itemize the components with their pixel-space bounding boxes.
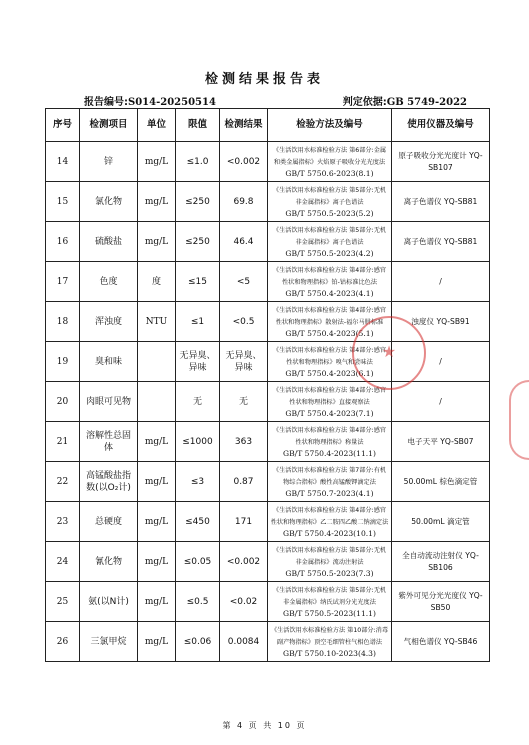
cell-no: 20: [46, 382, 80, 422]
cell-result: <0.02: [220, 582, 268, 622]
cell-unit: mg/L: [138, 542, 176, 582]
method-name: 《生活饮用水标准检验方法 第5部分:无机非金属指标》离子色谱法: [272, 226, 387, 246]
cell-result: 69.8: [220, 182, 268, 222]
cell-no: 14: [46, 142, 80, 182]
cell-instrument: /: [392, 262, 490, 302]
cell-instrument: 全自动流动注射仪 YQ-SB106: [392, 542, 490, 582]
cell-unit: mg/L: [138, 502, 176, 542]
cell-item: 氯化物: [80, 182, 138, 222]
method-name: 《生活饮用水标准检验方法 第7部分:有机物综合指标》酸性高锰酸钾滴定法: [272, 466, 387, 486]
cell-instrument: 气相色谱仪 YQ-SB46: [392, 622, 490, 662]
cell-no: 18: [46, 302, 80, 342]
report-number: [84, 93, 216, 108]
cell-unit: mg/L: [138, 222, 176, 262]
cell-method: [268, 422, 392, 462]
report-number-value: S014-20250514: [128, 97, 216, 108]
cell-result: 0.87: [220, 462, 268, 502]
table-row: [46, 142, 490, 182]
cell-instrument: 原子吸收分光光度计 YQ-SB107: [392, 142, 490, 182]
cell-item: 总硬度: [80, 502, 138, 542]
table-row: [46, 582, 490, 622]
cell-limit: 无: [176, 382, 220, 422]
cell-unit: mg/L: [138, 182, 176, 222]
cell-no: 21: [46, 422, 80, 462]
method-standard: GB/T 5750.5-2023(4.2): [285, 248, 374, 258]
method-name: 《生活饮用水标准检验方法 第10部分:消毒副产物指标》顶空毛细管柱气相色谱法: [270, 626, 389, 646]
cell-item: 溶解性总固体: [80, 422, 138, 462]
cell-result: 46.4: [220, 222, 268, 262]
header-result: 检测结果: [220, 109, 268, 142]
cell-item: 浑浊度: [80, 302, 138, 342]
cell-item: 锌: [80, 142, 138, 182]
cell-unit: 度: [138, 262, 176, 302]
cell-result: 171: [220, 502, 268, 542]
cell-unit: mg/L: [138, 462, 176, 502]
cell-unit: [138, 342, 176, 382]
cell-method: [268, 462, 392, 502]
cell-item: 氨(以N计): [80, 582, 138, 622]
cell-no: 23: [46, 502, 80, 542]
cell-item: 氰化物: [80, 542, 138, 582]
cell-instrument: 50.00mL 棕色滴定管: [392, 462, 490, 502]
cell-no: 25: [46, 582, 80, 622]
table-row: [46, 222, 490, 262]
seal-star-icon: ★: [381, 342, 397, 361]
judgement-basis-value: GB 5749-2022: [386, 97, 467, 108]
cell-instrument: 电子天平 YQ-SB07: [392, 422, 490, 462]
table-row: [46, 542, 490, 582]
cell-limit: ≤0.5: [176, 582, 220, 622]
cell-instrument: 离子色谱仪 YQ-SB81: [392, 222, 490, 262]
cell-instrument: 50.00mL 滴定管: [392, 502, 490, 542]
cell-limit: ≤1: [176, 302, 220, 342]
cell-method: [268, 142, 392, 182]
cell-instrument: 离子色谱仪 YQ-SB81: [392, 182, 490, 222]
method-name: 《生活饮用水标准检验方法 第4部分:感官性状和物理指标》铂-钴标准比色法: [272, 266, 387, 286]
cell-limit: ≤15: [176, 262, 220, 302]
cell-item: 高锰酸盐指数(以O₂计): [80, 462, 138, 502]
cell-no: 26: [46, 622, 80, 662]
cell-result: <0.5: [220, 302, 268, 342]
cell-instrument: /: [392, 342, 490, 382]
results-table: [45, 108, 490, 662]
table-row: [46, 382, 490, 422]
cell-unit: mg/L: [138, 622, 176, 662]
table-row: [46, 342, 490, 382]
method-standard: GB/T 5750.10-2023(4.3): [283, 648, 376, 658]
table-body: [46, 142, 490, 662]
cell-method: [268, 382, 392, 422]
cell-item: 肉眼可见物: [80, 382, 138, 422]
header-no: 序号: [46, 109, 80, 142]
seam-seal: [509, 380, 529, 460]
page-number: 第 4 页 共 10 页: [222, 721, 307, 730]
table-row: [46, 262, 490, 302]
cell-no: 24: [46, 542, 80, 582]
judgement-basis-label: 判定依据:: [342, 97, 387, 108]
cell-method: [268, 542, 392, 582]
method-name: 《生活饮用水标准检验方法 第5部分:无机非金属指标》流动注射法: [272, 546, 387, 566]
cell-result: 363: [220, 422, 268, 462]
cell-limit: ≤1000: [176, 422, 220, 462]
method-name: 《生活饮用水标准检验方法 第5部分:无机非金属指标》纳氏试剂分光光度法: [272, 586, 387, 606]
cell-method: [268, 342, 392, 382]
cell-instrument: 紫外可见分光光度仪 YQ-SB50: [392, 582, 490, 622]
table-row: [46, 302, 490, 342]
cell-limit: ≤1.0: [176, 142, 220, 182]
method-standard: GB/T 5750.4-2023(5.1): [285, 328, 374, 338]
cell-unit: mg/L: [138, 582, 176, 622]
cell-result: 无异臭、异味: [220, 342, 268, 382]
header-instrument: 使用仪器及编号: [392, 109, 490, 142]
table-row: [46, 182, 490, 222]
cell-method: [268, 582, 392, 622]
report-number-label: 报告编号:: [84, 97, 128, 108]
cell-method: [268, 182, 392, 222]
cell-method: [268, 302, 392, 342]
method-name: 《生活饮用水标准检验方法 第4部分:感官性状和物理指标》乙二胺四乙酸二钠滴定法: [270, 506, 389, 526]
cell-instrument: 浊度仪 YQ-SB91: [392, 302, 490, 342]
method-standard: GB/T 5750.6-2023(8.1): [285, 168, 374, 178]
method-standard: GB/T 5750.4-2023(7.1): [285, 408, 374, 418]
table-header-row: [46, 109, 490, 142]
cell-limit: 无异臭、异味: [176, 342, 220, 382]
cell-result: <0.002: [220, 142, 268, 182]
cell-method: [268, 262, 392, 302]
cell-no: 15: [46, 182, 80, 222]
method-name: 《生活饮用水标准检验方法 第6部分:金属和类金属指标》火焰原子吸收分光光度法: [272, 146, 387, 166]
cell-result: 0.0084: [220, 622, 268, 662]
cell-item: 色度: [80, 262, 138, 302]
cell-method: [268, 502, 392, 542]
method-standard: GB/T 5750.4-2023(11.1): [283, 448, 376, 458]
table-row: [46, 462, 490, 502]
cell-method: [268, 622, 392, 662]
cell-no: 22: [46, 462, 80, 502]
cell-unit: NTU: [138, 302, 176, 342]
cell-unit: mg/L: [138, 422, 176, 462]
report-title: 检测结果报告表: [204, 72, 324, 87]
method-standard: GB/T 5750.5-2023(5.2): [285, 208, 374, 218]
cell-limit: ≤450: [176, 502, 220, 542]
header-unit: 单位: [138, 109, 176, 142]
cell-item: 三氯甲烷: [80, 622, 138, 662]
cell-item: 臭和味: [80, 342, 138, 382]
cell-unit: [138, 382, 176, 422]
table-row: [46, 622, 490, 662]
cell-result: <0.002: [220, 542, 268, 582]
cell-limit: ≤250: [176, 182, 220, 222]
header-limit: 限值: [176, 109, 220, 142]
cell-no: 19: [46, 342, 80, 382]
method-standard: GB/T 5750.4-2023(10.1): [283, 528, 376, 538]
cell-result: 无: [220, 382, 268, 422]
cell-limit: ≤3: [176, 462, 220, 502]
table-row: [46, 422, 490, 462]
cell-limit: ≤0.05: [176, 542, 220, 582]
cell-method: [268, 222, 392, 262]
cell-no: 17: [46, 262, 80, 302]
table-row: [46, 502, 490, 542]
method-standard: GB/T 5750.4-2023(6.1): [285, 368, 374, 378]
header-method: 检验方法及编号: [268, 109, 392, 142]
method-standard: GB/T 5750.5-2023(7.3): [285, 568, 374, 578]
cell-item: 硫酸盐: [80, 222, 138, 262]
method-name: 《生活饮用水标准检验方法 第4部分:感官性状和物理指标》直接观察法: [272, 386, 387, 406]
method-standard: GB/T 5750.7-2023(4.1): [285, 488, 374, 498]
cell-limit: ≤0.06: [176, 622, 220, 662]
judgement-basis: [343, 93, 467, 108]
cell-instrument: /: [392, 382, 490, 422]
header-item: 检测项目: [80, 109, 138, 142]
method-name: 《生活饮用水标准检验方法 第5部分:无机非金属指标》离子色谱法: [272, 186, 387, 206]
method-standard: GB/T 5750.4-2023(4.1): [285, 288, 374, 298]
method-name: 《生活饮用水标准检验方法 第4部分:感官性状和物理指标》嗅气和尝味法: [272, 346, 387, 366]
method-name: 《生活饮用水标准检验方法 第4部分:感官性状和物理指标》称量法: [272, 426, 387, 446]
cell-unit: mg/L: [138, 142, 176, 182]
method-standard: GB/T 5750.5-2023(11.1): [283, 608, 376, 618]
cell-no: 16: [46, 222, 80, 262]
cell-limit: ≤250: [176, 222, 220, 262]
cell-result: <5: [220, 262, 268, 302]
method-name: 《生活饮用水标准检验方法 第4部分:感官性状和物理指标》散射法-福尔马肼标准: [272, 306, 387, 326]
